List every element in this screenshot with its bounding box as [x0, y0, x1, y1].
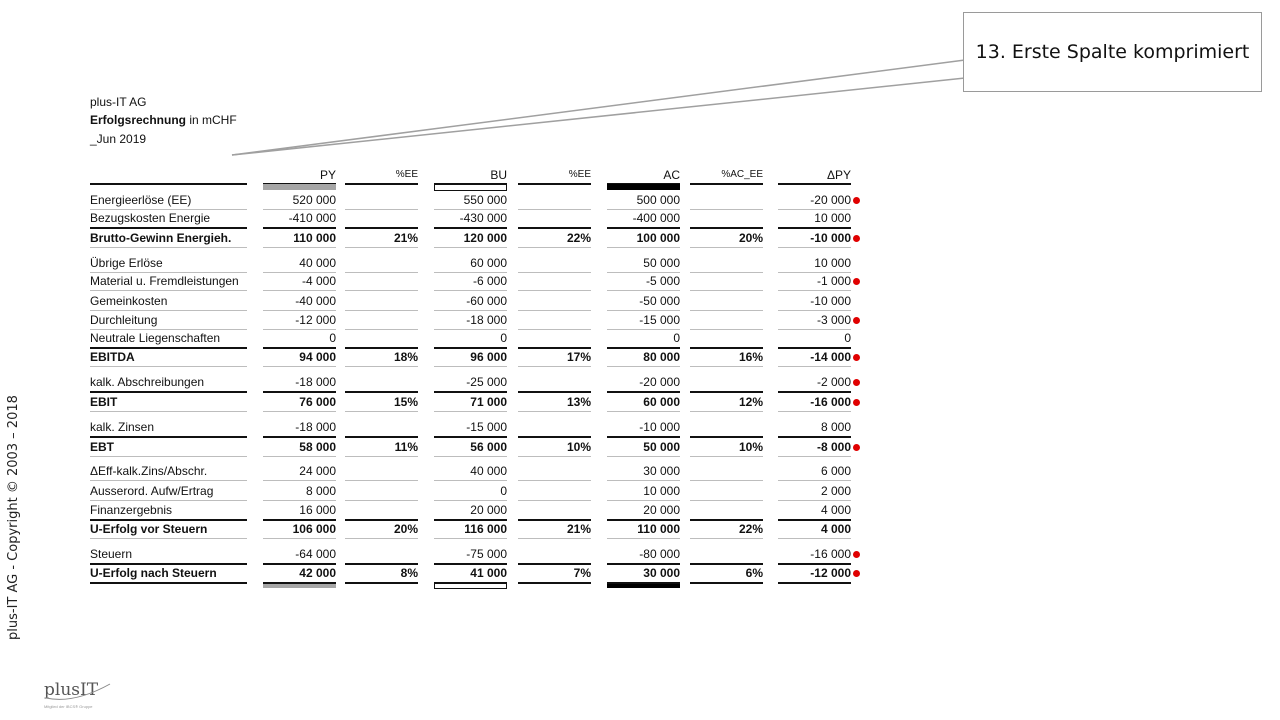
row-value-py: -4 000	[301, 274, 336, 288]
row-value-dpy: -12 000	[810, 566, 851, 580]
header-py-bar	[263, 184, 336, 190]
row-rule	[263, 290, 336, 291]
row-rule	[263, 411, 336, 412]
row-value-bu: 60 000	[470, 256, 507, 270]
row-rule	[518, 366, 591, 367]
row-value-bu-pct: 10%	[566, 440, 591, 454]
row-rule	[345, 366, 418, 367]
company-name: plus-IT AG	[90, 95, 147, 109]
row-value-bu-pct	[518, 462, 591, 480]
row-value-py-pct: 18%	[393, 350, 418, 364]
row-value-ac-pct	[690, 462, 763, 480]
row-rule	[90, 366, 247, 367]
column-header-rule	[690, 183, 763, 185]
row-rule	[263, 582, 336, 584]
column-header: %EE	[568, 169, 591, 180]
row-value-dpy: -8 000	[816, 440, 851, 454]
row-value-bu: 56 000	[470, 440, 507, 454]
row-value-bu-pct: 7%	[573, 566, 591, 580]
row-rule	[518, 411, 591, 412]
row-value-ac-pct	[690, 482, 763, 500]
row-rule	[434, 411, 507, 412]
row-rule	[690, 290, 763, 291]
row-value-bu: 120 000	[463, 231, 507, 245]
row-value-dpy: 10 000	[814, 256, 851, 270]
row-rule	[778, 582, 851, 584]
row-rule	[345, 480, 418, 481]
row-value-ac-pct: 22%	[738, 522, 763, 536]
row-label: Neutrale Liegenschaften	[90, 331, 221, 345]
logo-swoosh-icon	[44, 682, 114, 702]
row-value-dpy: 4 000	[820, 522, 851, 536]
row-rule	[778, 366, 851, 367]
row-value-bu: 40 000	[470, 464, 507, 478]
row-value-py: -40 000	[295, 294, 336, 308]
row-value-py-pct	[345, 373, 418, 391]
row-value-ac: 50 000	[643, 256, 680, 270]
row-value-dpy: -1 000	[816, 274, 851, 288]
row-value-py-pct: 11%	[394, 440, 418, 454]
row-value-dpy: 2 000	[820, 484, 851, 498]
company-logo	[44, 680, 99, 709]
row-value-py-pct	[345, 254, 418, 272]
row-value-ac-pct: 20%	[738, 231, 763, 245]
row-value-py: 42 000	[299, 566, 336, 580]
row-label: ΔEff-kalk.Zins/Abschr.	[90, 464, 208, 478]
row-value-bu: 116 000	[464, 522, 507, 536]
row-value-dpy: -16 000	[810, 547, 851, 561]
row-value-bu-pct	[518, 482, 591, 500]
row-rule	[607, 247, 680, 248]
row-value-ac: 110 000	[637, 522, 680, 536]
row-value-ac: 80 000	[643, 350, 680, 364]
row-rule	[607, 582, 680, 584]
row-rule	[434, 538, 507, 539]
alert-dot-icon	[853, 354, 860, 361]
row-label: Material u. Fremdleistungen	[90, 274, 239, 288]
row-value-ac: 10 000	[643, 484, 680, 498]
row-rule	[778, 538, 851, 539]
row-rule	[690, 582, 763, 584]
label-header-rule	[90, 183, 247, 185]
row-value-dpy: 0	[844, 331, 851, 345]
row-value-ac: -20 000	[639, 375, 680, 389]
column-header: ΔPY	[826, 168, 851, 182]
row-rule	[778, 411, 851, 412]
row-rule	[778, 290, 851, 291]
row-value-ac: 20 000	[643, 503, 680, 517]
row-rule	[690, 480, 763, 481]
row-rule	[90, 290, 247, 291]
row-rule	[345, 247, 418, 248]
row-value-ac-pct	[690, 373, 763, 391]
row-value-py: 40 000	[299, 256, 336, 270]
row-value-py-pct: 8%	[400, 566, 418, 580]
column-header: %EE	[395, 169, 418, 180]
row-value-bu: 0	[500, 331, 507, 345]
row-rule	[345, 456, 418, 457]
row-rule	[90, 411, 247, 412]
report-title-bold: Erfolgsrechnung	[90, 113, 187, 127]
row-value-bu-pct	[518, 292, 591, 310]
row-value-py-pct: 21%	[393, 231, 418, 245]
row-value-bu: -6 000	[472, 274, 507, 288]
row-rule	[778, 456, 851, 457]
row-value-ac: 0	[673, 331, 680, 345]
row-value-bu-pct	[518, 418, 591, 436]
row-rule	[607, 480, 680, 481]
row-value-ac-pct	[690, 329, 763, 347]
row-value-bu: 71 000	[470, 395, 507, 409]
row-value-py: -12 000	[295, 313, 336, 327]
row-value-py-pct: 20%	[393, 522, 418, 536]
row-rule	[518, 538, 591, 539]
row-rule	[90, 582, 247, 584]
row-value-ac-pct: 12%	[738, 395, 763, 409]
row-label: Übrige Erlöse	[90, 256, 163, 270]
row-value-ac-pct	[690, 418, 763, 436]
row-value-py: 94 000	[299, 350, 336, 364]
row-value-dpy: 8 000	[820, 420, 851, 434]
row-value-py: 76 000	[299, 395, 336, 409]
row-value-py: 24 000	[299, 464, 336, 478]
row-label: Energieerlöse (EE)	[90, 193, 192, 207]
row-rule	[607, 290, 680, 291]
logo-subtitle: Mitglied der IBCS® Gruppe	[44, 704, 93, 709]
row-value-py: 110 000	[293, 231, 336, 245]
row-value-py-pct	[345, 292, 418, 310]
row-value-bu-pct	[518, 311, 591, 329]
row-value-bu-pct	[518, 329, 591, 347]
row-value-bu-pct	[518, 254, 591, 272]
row-rule	[263, 366, 336, 367]
row-rule	[778, 247, 851, 248]
row-rule	[518, 290, 591, 291]
row-rule	[90, 538, 247, 539]
row-value-py: -18 000	[295, 420, 336, 434]
row-label: Bezugskosten Energie	[90, 211, 211, 225]
alert-dot-icon	[853, 444, 860, 451]
column-header: %AC_EE	[721, 169, 763, 180]
row-value-ac-pct	[690, 272, 763, 290]
row-rule	[434, 456, 507, 457]
row-value-py-pct	[345, 462, 418, 480]
row-rule	[90, 456, 247, 457]
row-value-ac-pct: 6%	[745, 566, 763, 580]
row-value-ac: 30 000	[643, 566, 680, 580]
row-rule	[345, 290, 418, 291]
row-value-ac: 30 000	[643, 464, 680, 478]
report-title	[90, 110, 237, 130]
row-label: kalk. Zinsen	[90, 420, 155, 434]
row-label: U-Erfolg vor Steuern	[90, 522, 208, 536]
row-value-bu: 96 000	[470, 350, 507, 364]
row-rule	[518, 247, 591, 248]
row-value-bu-pct	[518, 501, 591, 519]
alert-dot-icon	[853, 317, 860, 324]
alert-dot-icon	[853, 379, 860, 386]
row-value-py: 0	[329, 331, 336, 345]
row-value-ac: -400 000	[632, 211, 680, 225]
row-value-py: 520 000	[292, 193, 336, 207]
callout-box	[963, 12, 1262, 92]
row-value-dpy: 4 000	[820, 503, 851, 517]
column-header: PY	[319, 168, 336, 182]
row-value-dpy: -14 000	[810, 350, 851, 364]
row-value-bu: -60 000	[466, 294, 507, 308]
row-value-ac-pct	[690, 311, 763, 329]
row-rule	[345, 411, 418, 412]
row-value-dpy: -16 000	[810, 395, 851, 409]
row-label: EBT	[90, 440, 114, 454]
row-rule	[778, 480, 851, 481]
row-value-ac: 50 000	[643, 440, 680, 454]
row-value-py-pct	[345, 311, 418, 329]
row-rule	[345, 582, 418, 584]
row-value-bu: -430 000	[459, 211, 507, 225]
row-value-dpy: -10 000	[810, 231, 851, 245]
row-rule	[434, 480, 507, 481]
row-value-py: 8 000	[305, 484, 336, 498]
row-value-ac-pct: 16%	[738, 350, 763, 364]
row-value-py-pct	[345, 191, 418, 209]
row-value-ac-pct	[690, 209, 763, 227]
row-label: Durchleitung	[90, 313, 158, 327]
row-rule	[690, 366, 763, 367]
row-value-bu: -25 000	[466, 375, 507, 389]
column-header: AC	[663, 168, 680, 182]
row-rule	[434, 366, 507, 367]
row-value-bu-pct	[518, 373, 591, 391]
row-rule	[607, 411, 680, 412]
row-value-py-pct	[345, 482, 418, 500]
row-value-ac-pct	[690, 501, 763, 519]
logo-wordmark: plusIT	[44, 680, 99, 700]
row-value-dpy: -10 000	[810, 294, 851, 308]
alert-dot-icon	[853, 551, 860, 558]
report-title-unit: in mCHF	[186, 113, 237, 127]
row-value-dpy: -20 000	[810, 193, 851, 207]
row-value-dpy: -3 000	[816, 313, 851, 327]
column-header: BU	[490, 168, 507, 182]
row-value-bu-pct	[518, 272, 591, 290]
row-value-ac-pct	[690, 191, 763, 209]
row-rule	[263, 480, 336, 481]
row-rule	[518, 456, 591, 457]
copyright-vertical: plus-IT AG - Copyright © 2003 – 2018	[6, 395, 21, 640]
row-rule	[434, 582, 507, 584]
row-value-py-pct	[345, 272, 418, 290]
row-value-dpy: -2 000	[816, 375, 851, 389]
row-value-ac: -15 000	[639, 313, 680, 327]
row-label: Brutto-Gewinn Energieh.	[90, 231, 232, 245]
row-value-bu-pct: 13%	[566, 395, 591, 409]
row-value-py: 58 000	[299, 440, 336, 454]
row-value-ac: -5 000	[645, 274, 680, 288]
row-value-py: -18 000	[295, 375, 336, 389]
row-label: EBIT	[90, 395, 118, 409]
row-rule	[607, 538, 680, 539]
header-bu-bar	[434, 184, 507, 191]
row-value-bu-pct	[518, 209, 591, 227]
row-value-ac: 100 000	[636, 231, 680, 245]
row-value-bu-pct: 21%	[566, 522, 591, 536]
row-value-ac: 500 000	[636, 193, 680, 207]
row-value-ac-pct	[690, 254, 763, 272]
row-rule	[607, 456, 680, 457]
row-rule	[90, 247, 247, 248]
row-value-bu: -15 000	[466, 420, 507, 434]
row-rule	[690, 411, 763, 412]
row-value-py-pct: 15%	[393, 395, 418, 409]
row-rule	[345, 538, 418, 539]
row-value-bu: 41 000	[470, 566, 507, 580]
row-label: Ausserord. Aufw/Ertrag	[90, 484, 214, 498]
row-value-ac: -50 000	[639, 294, 680, 308]
row-value-py-pct	[345, 418, 418, 436]
column-header-rule	[345, 183, 418, 185]
row-label: Steuern	[90, 547, 133, 561]
row-value-dpy: 10 000	[814, 211, 851, 225]
row-value-ac-pct	[690, 292, 763, 310]
alert-dot-icon	[853, 570, 860, 577]
row-value-ac: -80 000	[639, 547, 680, 561]
alert-dot-icon	[853, 399, 860, 406]
row-value-ac: 60 000	[643, 395, 680, 409]
row-rule	[263, 538, 336, 539]
row-value-bu-pct: 22%	[566, 231, 591, 245]
row-rule	[690, 538, 763, 539]
row-value-bu: 20 000	[470, 503, 507, 517]
report-period: _Jun 2019	[90, 132, 147, 146]
alert-dot-icon	[853, 197, 860, 204]
row-value-py-pct	[345, 501, 418, 519]
row-value-dpy: 6 000	[820, 464, 851, 478]
row-value-py: 106 000	[292, 522, 336, 536]
row-rule	[607, 366, 680, 367]
row-label: kalk. Abschreibungen	[90, 375, 205, 389]
callout-text: 13. Erste Spalte komprimiert	[975, 41, 1250, 63]
alert-dot-icon	[853, 278, 860, 285]
row-value-py: -64 000	[295, 547, 336, 561]
row-value-bu: -75 000	[466, 547, 507, 561]
row-rule	[90, 480, 247, 481]
row-value-bu: 550 000	[463, 193, 507, 207]
row-rule	[518, 480, 591, 481]
row-rule	[263, 456, 336, 457]
row-label: Finanzergebnis	[90, 503, 173, 517]
row-rule	[263, 247, 336, 248]
row-value-py-pct	[345, 329, 418, 347]
row-value-ac: -10 000	[639, 420, 680, 434]
row-value-ac-pct: 10%	[738, 440, 763, 454]
column-header-rule	[518, 183, 591, 185]
row-value-bu-pct	[518, 191, 591, 209]
alert-dot-icon	[853, 235, 860, 242]
row-label: EBITDA	[90, 350, 135, 364]
row-value-ac-pct	[690, 545, 763, 563]
row-value-bu-pct	[518, 545, 591, 563]
row-value-py-pct	[345, 209, 418, 227]
row-value-bu: 0	[500, 484, 507, 498]
header-ac-bar	[607, 184, 680, 190]
row-value-bu-pct: 17%	[566, 350, 591, 364]
row-value-bu: -18 000	[466, 313, 507, 327]
row-rule	[434, 290, 507, 291]
row-label: Gemeinkosten	[90, 294, 168, 308]
row-rule	[434, 247, 507, 248]
row-rule	[518, 582, 591, 584]
row-label: U-Erfolg nach Steuern	[90, 566, 217, 580]
row-rule	[690, 456, 763, 457]
row-value-py: 16 000	[299, 503, 336, 517]
row-value-py-pct	[345, 545, 418, 563]
row-value-py: -410 000	[288, 211, 336, 225]
column-header-rule	[778, 183, 851, 185]
row-rule	[690, 247, 763, 248]
